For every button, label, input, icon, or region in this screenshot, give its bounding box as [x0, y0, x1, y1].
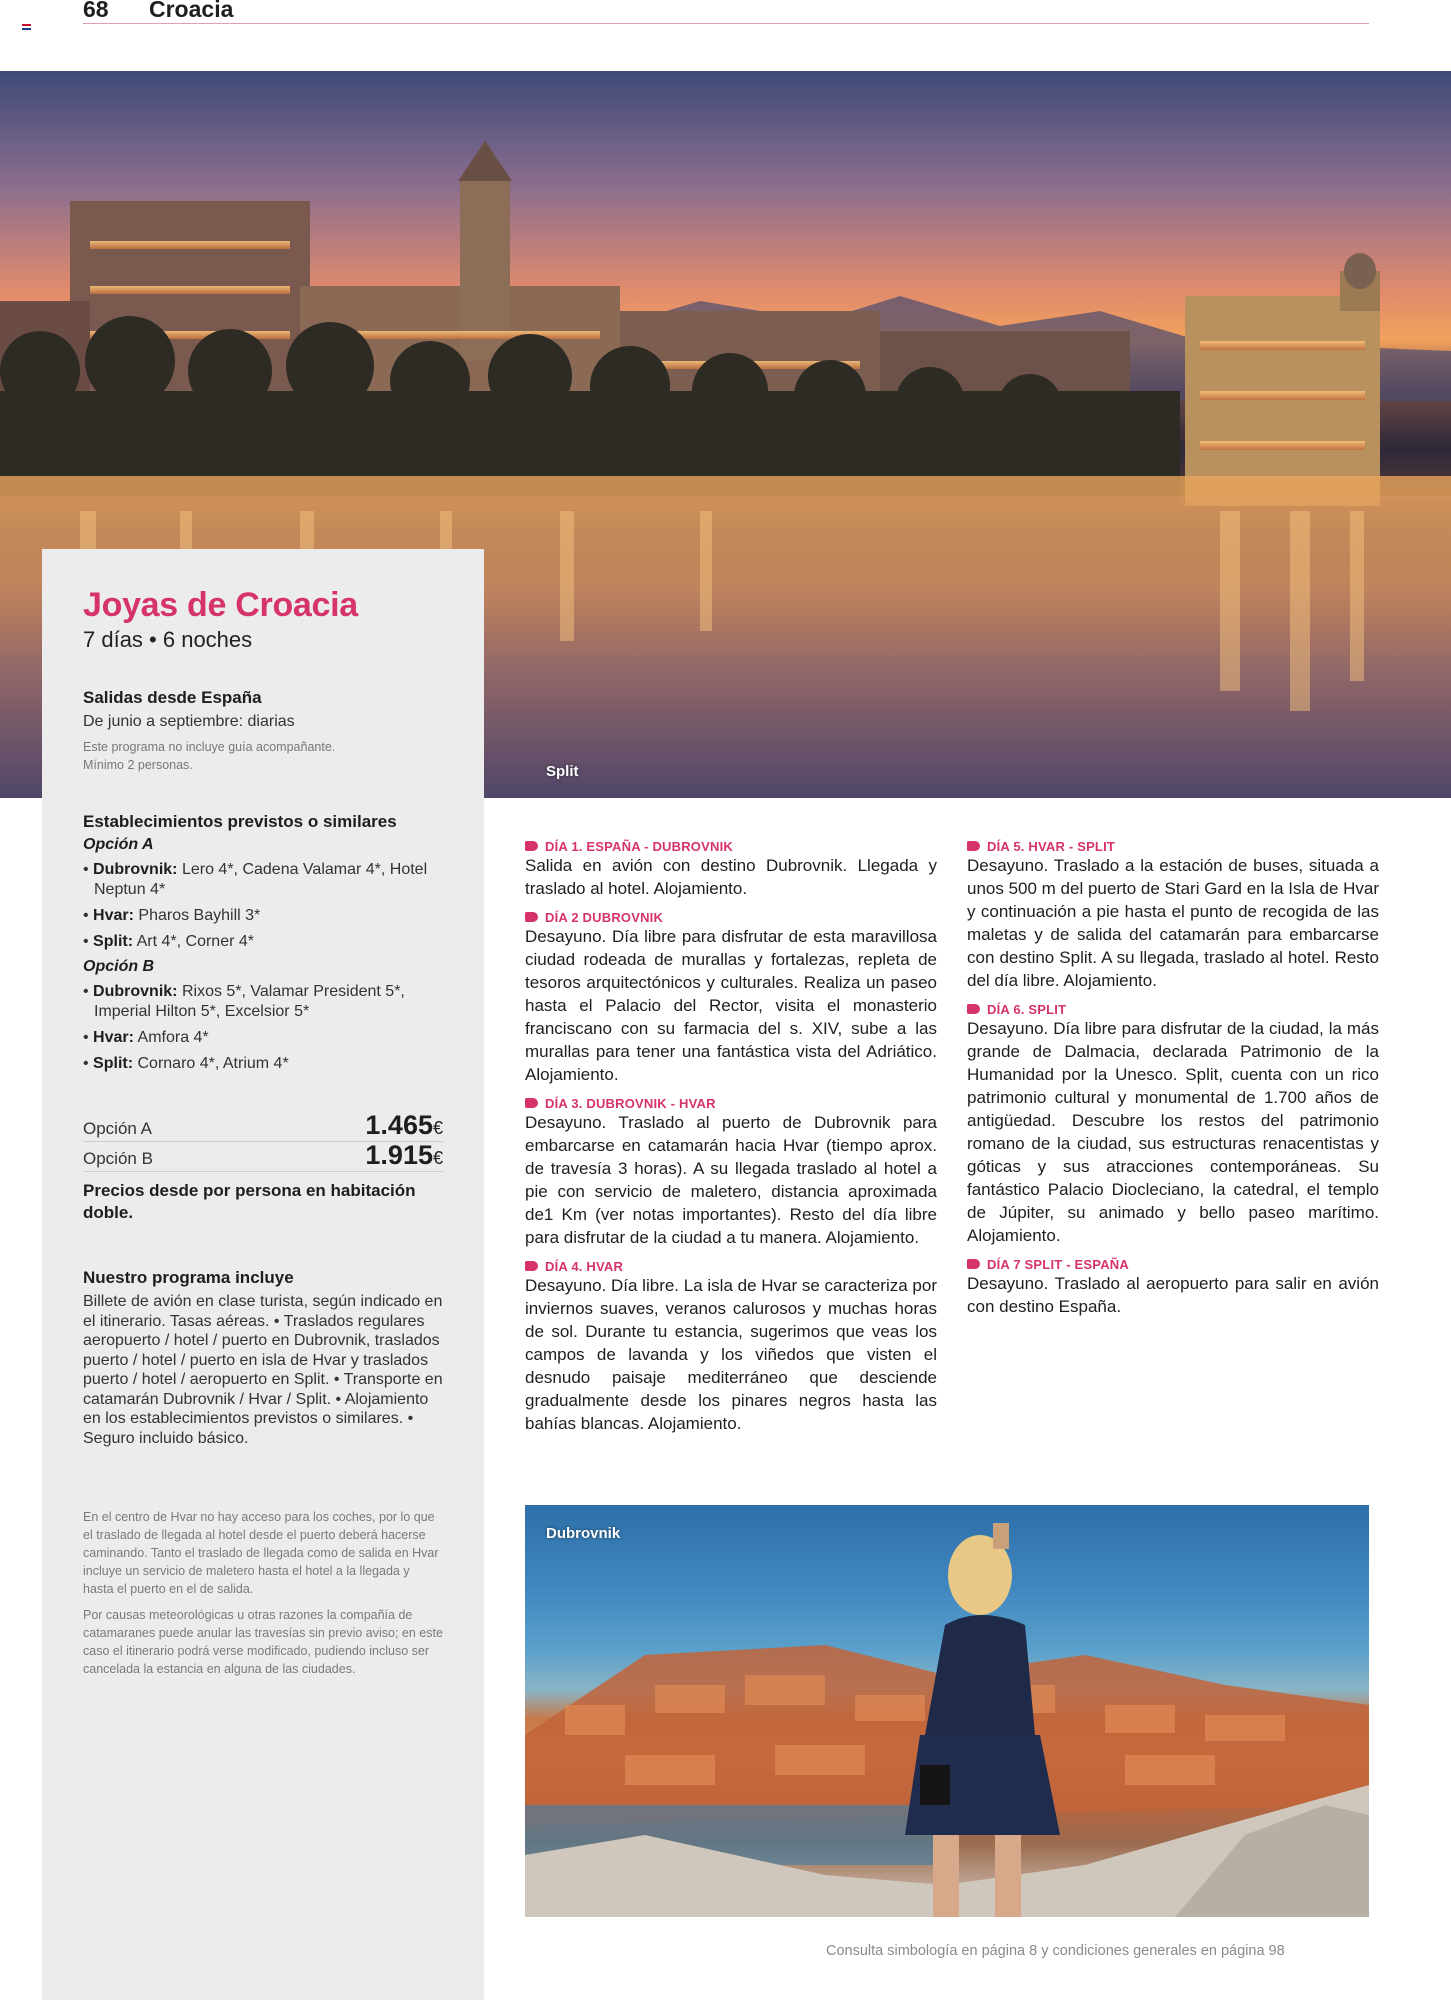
- hotel-names: Lero 4*, Cadena Valamar 4*, Hotel Neptun 4*: [94, 861, 428, 898]
- hotel-names: Cornaro 4*, Atrium 4*: [137, 1055, 289, 1072]
- departures-text: De junio a septiembre: diarias: [83, 713, 295, 730]
- day-title: DÍA 2 DUBROVNIK: [545, 909, 664, 925]
- photo-caption-dubrovnik: Dubrovnik: [546, 1525, 621, 1542]
- itinerary-day-4: [525, 1258, 937, 1435]
- hotel-city: Hvar:: [93, 907, 134, 924]
- price-value: 1.465€: [365, 1110, 443, 1140]
- departures-note-guide: Este programa no incluye guía acompañante.: [83, 740, 336, 754]
- itinerary-day-5: [967, 838, 1379, 992]
- hotel-names: Rixos 5*, Valamar President 5*, Imperial Hilton 5*, Excelsior 5*: [94, 983, 405, 1020]
- photo-dubrovnik: [525, 1505, 1369, 1917]
- day-text: Desayuno. Día libre para disfrutar de la ciudad, la más grande de Dalmacia, declarada Patrimonio de la Humanidad por la Unesco. Split, cuenta con un rico patrimonio cultural y monumental de 1.700 años de antigüedad. Descubre los restos del patrimonio romano de la ciudad, sus estructuras renacentistas y góticas y sus atracciones contemporáneas. Su fantástico Palacio Diocleciano, la catedral, el templo de Júpiter, su animado y bello paseo marítimo. Alojamiento.: [967, 1019, 1379, 1245]
- day-title: DÍA 6. SPLIT: [987, 1001, 1067, 1017]
- page-section-title: Croacia: [149, 0, 234, 22]
- hotel-line: • Split: Art 4*, Corner 4*: [83, 933, 254, 950]
- price-row-option-b: [83, 1142, 443, 1172]
- day-marker-icon: [967, 1004, 980, 1014]
- itinerary-column-2: [967, 838, 1379, 1327]
- day-marker-icon: [967, 841, 980, 851]
- day-marker-icon: [967, 1259, 980, 1269]
- day-text: Desayuno. Traslado al puerto de Dubrovnik para embarcarse en catamarán hacia Hvar (tiempo aprox. de travesía 3 horas). A su llegada traslado al hotel a pie con servicio de maletero, distancia aproximada de1 Km (ver notas importantes). Resto del día libre para disfrutar de la ciudad a tu manera. Alojamiento.: [525, 1113, 937, 1247]
- day-text: Desayuno. Traslado al aeropuerto para salir en avión con destino España.: [967, 1274, 1379, 1316]
- dubrovnik-view-illustration: [525, 1505, 1369, 1917]
- trip-duration: 7 días • 6 noches: [83, 627, 253, 652]
- day-title: DÍA 1. ESPAÑA - DUBROVNIK: [545, 838, 733, 854]
- hotels-block: [83, 812, 453, 1074]
- departures-block: [83, 688, 453, 774]
- includes-heading: Nuestro programa incluye: [83, 1268, 294, 1287]
- itinerary-day-7: [967, 1256, 1379, 1318]
- hotel-city: Dubrovnik:: [93, 861, 178, 878]
- hotel-names: Pharos Bayhill 3*: [138, 907, 261, 924]
- photo-caption-split: Split: [546, 763, 579, 780]
- day-text: Salida en avión con destino Dubrovnik. Llegada y traslado al hotel. Alojamiento.: [525, 856, 937, 898]
- price-value: 1.915€: [365, 1140, 443, 1170]
- day-text: Desayuno. Día libre para disfrutar de esta maravillosa ciudad rodeada de murallas y fortalezas, repleta de tesoros arquitectónicos y culturales. Realiza un paseo hasta el Palacio del Rector, visita el monasterio franciscano con su farmacia del s. XIV, sube a las murallas para tener una fantástica vista del Adriático. Alojamiento.: [525, 927, 937, 1084]
- footer-note: Consulta simbología en página 8 y condiciones generales en página 98: [826, 1943, 1285, 1959]
- includes-text: Billete de avión en clase turista, según indicado en el itinerario. Tasas aéreas. • Traslados regulares aeropuerto / hotel / puerto en Dubrovnik, traslados puerto / hotel / puerto en isla de Hvar y traslados puerto / hotel / aeropuerto en Split. • Transporte en catamarán Dubrovnik / Hvar / Split. • Alojamiento en los establecimientos previstos o similares. • Seguro incluido básico.: [83, 1293, 443, 1447]
- trip-title: Joyas de Croacia: [83, 586, 358, 624]
- day-title: DÍA 7 SPLIT - ESPAÑA: [987, 1256, 1129, 1272]
- price-label: Opción B: [83, 1149, 153, 1168]
- hotel-names: Art 4*, Corner 4*: [136, 933, 254, 950]
- hotel-city: Split:: [93, 933, 134, 950]
- hotel-names: Amfora 4*: [137, 1029, 209, 1046]
- spain-flag-icon: [22, 24, 31, 30]
- page-number: 68: [83, 0, 109, 22]
- trip-title-block: [83, 586, 453, 653]
- hotel-line: • Split: Cornaro 4*, Atrium 4*: [83, 1055, 289, 1072]
- prices-note: Precios desde por persona en habitación doble.: [83, 1181, 416, 1222]
- hotel-city: Dubrovnik:: [93, 983, 178, 1000]
- itinerary-column-1: [525, 838, 937, 1444]
- day-title: DÍA 4. HVAR: [545, 1258, 624, 1274]
- day-text: Desayuno. Día libre. La isla de Hvar se caracteriza por inviernos suaves, veranos calurosos y muchas horas de sol. Durante tu estancia, sugerimos que veas los campos de lavanda y los viñedos que visten el desnudo paisaje mediterráneo que desciende gradualmente desde los pinares negros hasta las bahías blancas. Alojamiento.: [525, 1276, 937, 1433]
- note-catamaran-cancellation: Por causas meteorológicas u otras razones la compañía de catamaranes puede anular las travesías sin previo aviso; en este caso el itinerario podrá verse modificado, pudiendo incluso ser cancelada la estancia en alguna de las ciudades.: [83, 1608, 443, 1676]
- page-header: [83, 0, 1369, 24]
- day-marker-icon: [525, 1098, 538, 1108]
- includes-block: [83, 1268, 448, 1448]
- departures-note-minimum: Mínimo 2 personas.: [83, 758, 193, 772]
- hotel-line: • Dubrovnik: Lero 4*, Cadena Valamar 4*, Hotel Neptun 4*: [83, 861, 428, 898]
- hotel-line: • Dubrovnik: Rixos 5*, Valamar President 5*, Imperial Hilton 5*, Excelsior 5*: [83, 983, 405, 1020]
- price-label: Opción A: [83, 1119, 152, 1138]
- hotel-line: • Hvar: Amfora 4*: [83, 1029, 209, 1046]
- day-marker-icon: [525, 841, 538, 851]
- hotels-option-b-label: Opción B: [83, 958, 155, 975]
- important-notes: [83, 1508, 443, 1686]
- day-marker-icon: [525, 912, 538, 922]
- day-title: DÍA 5. HVAR - SPLIT: [987, 838, 1116, 854]
- day-text: Desayuno. Traslado a la estación de buses, situada a unos 500 m del puerto de Stari Gard en la Isla de Hvar y continuación a pie hasta el punto de recogida de las maletas y de salida del catamarán para embarcarse con destino Split. A su llegada, traslado al hotel. Resto del día libre. Alojamiento.: [967, 856, 1380, 990]
- itinerary-day-1: [525, 838, 937, 900]
- itinerary-day-6: [967, 1001, 1379, 1247]
- day-title: DÍA 3. DUBROVNIK - HVAR: [545, 1095, 716, 1111]
- hotel-city: Split:: [93, 1055, 134, 1072]
- itinerary-day-2: [525, 909, 937, 1086]
- hotel-line: • Hvar: Pharos Bayhill 3*: [83, 907, 261, 924]
- day-marker-icon: [525, 1261, 538, 1271]
- departures-heading: Salidas desde España: [83, 688, 262, 707]
- hotels-option-a-label: Opción A: [83, 836, 154, 853]
- price-row-option-a: [83, 1112, 443, 1142]
- hotel-city: Hvar:: [93, 1029, 134, 1046]
- note-hvar-access: En el centro de Hvar no hay acceso para los coches, por lo que el traslado de llegada al hotel desde el puerto deberá hacerse caminando. Tanto el traslado de llegada como de salida en Hvar incluye un servicio de maletero hasta el hotel a la llegada y hasta el puerto en el de salida.: [83, 1510, 439, 1596]
- hotels-heading: Establecimientos previstos o similares: [83, 812, 397, 831]
- itinerary-day-3: [525, 1095, 937, 1249]
- prices-block: [83, 1112, 443, 1224]
